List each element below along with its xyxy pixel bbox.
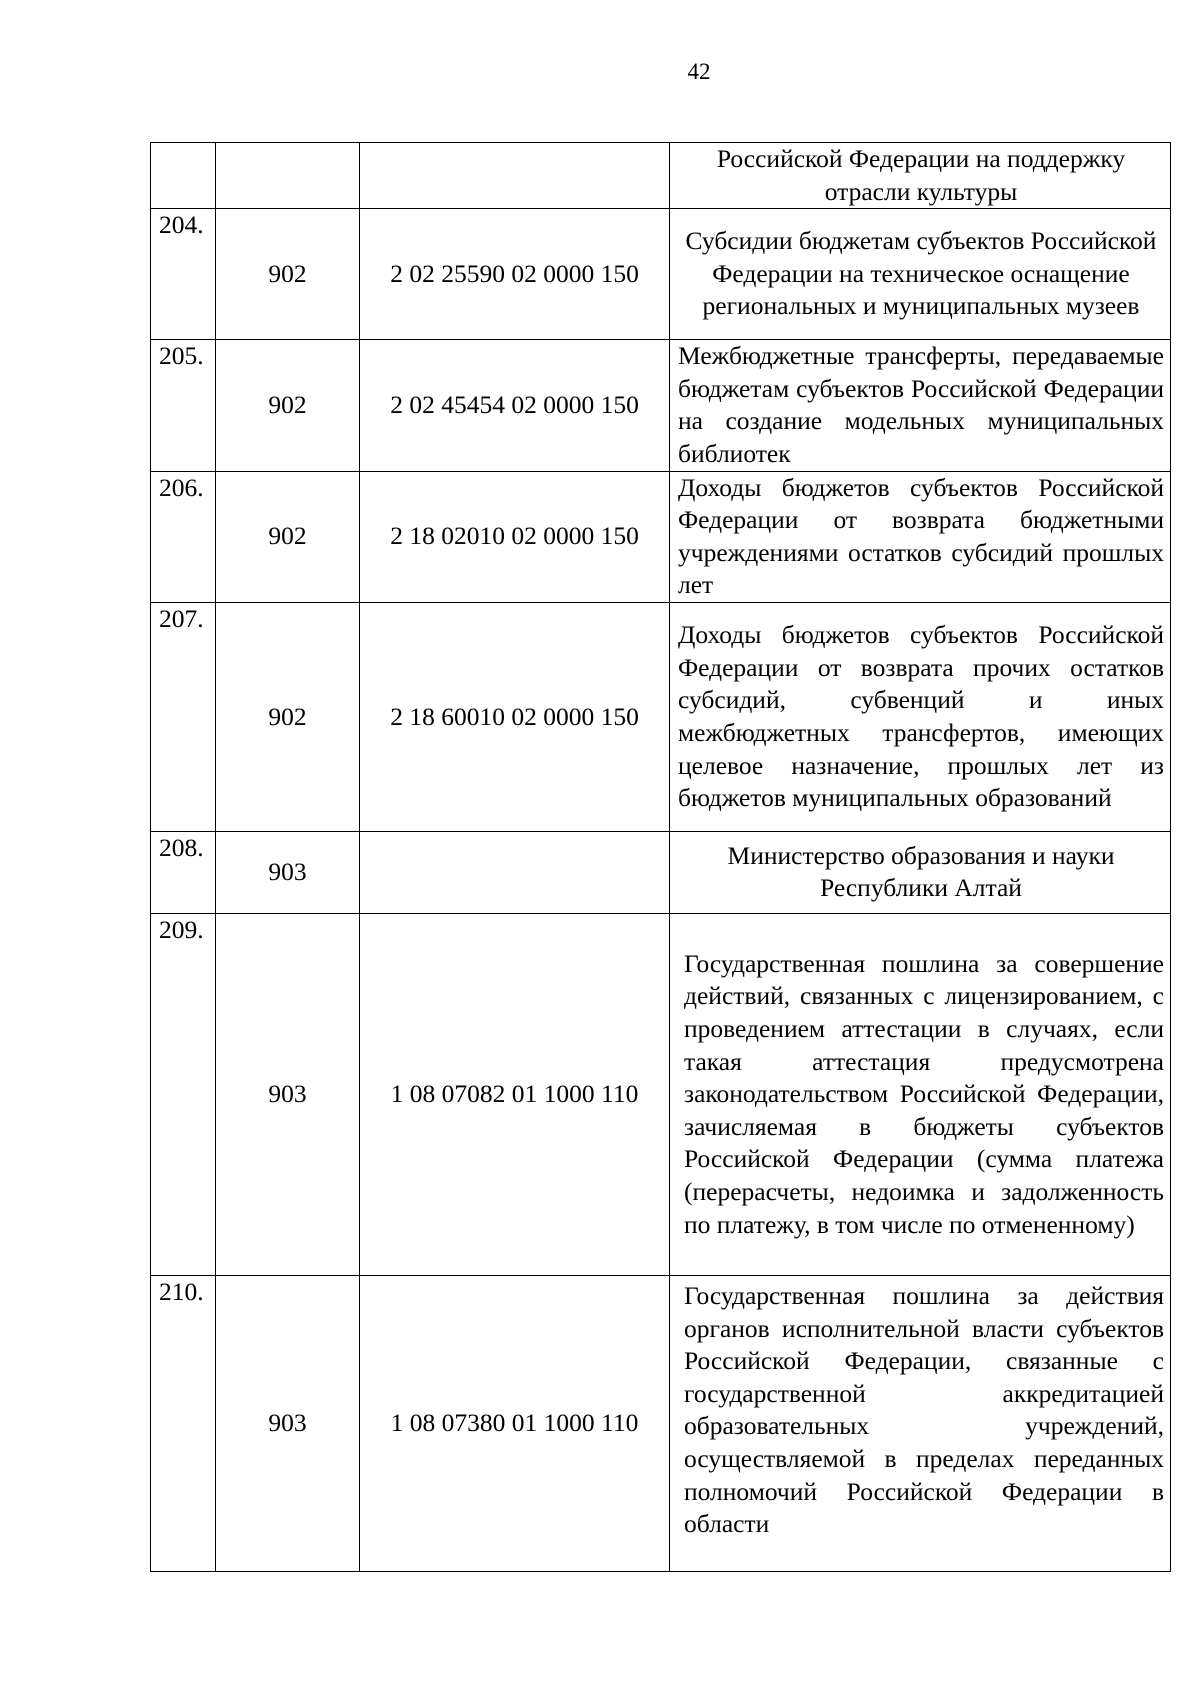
row-number-cell: 209. [151, 913, 216, 1275]
revenue-code-cell: 2 18 02010 02 0000 150 [360, 471, 670, 602]
admin-code-cell: 902 [216, 602, 360, 831]
revenue-name-cell: Государственная пошлина за действия органов исполнительной власти субъектов Российской Федерации, связанные с государственной аккредитацией образовательных учреждений, осуществляемой в пределах переданных полномочий Российской Федерации в области [670, 1275, 1171, 1571]
table-row [151, 913, 1171, 1275]
table-row [151, 602, 1171, 831]
table-row [151, 831, 1171, 913]
table-row [151, 143, 1171, 209]
admin-code-cell: 902 [216, 209, 360, 340]
table-row [151, 209, 1171, 340]
revenue-name-cell: Министерство образования и науки Республики Алтай [670, 831, 1171, 913]
revenue-name-cell: Доходы бюджетов субъектов Российской Федерации от возврата прочих остатков субсидий, субвенций и иных межбюджетных трансфертов, имеющих целевое назначение, прошлых лет из бюджетов муниципальных образований [670, 602, 1171, 831]
row-number-cell: 205. [151, 340, 216, 471]
revenue-code-cell [360, 143, 670, 209]
row-number-cell: 208. [151, 831, 216, 913]
table-row [151, 471, 1171, 602]
revenue-name-cell: Государственная пошлина за совершение действий, связанных с лицензированием, с проведением аттестации в случаях, если такая аттестация предусмотрена законодательством Российской Федерации, зачисляемая в бюджеты субъектов Российской Федерации (сумма платежа (перерасчеты, недоимка и задолженность по платежу, в том числе по отмененному) [670, 913, 1171, 1275]
revenue-code-cell: 2 18 60010 02 0000 150 [360, 602, 670, 831]
row-number-cell: 206. [151, 471, 216, 602]
admin-code-cell [216, 143, 360, 209]
row-number-cell: 204. [151, 209, 216, 340]
admin-code-cell: 903 [216, 1275, 360, 1571]
table-row [151, 1275, 1171, 1571]
revenue-code-cell [360, 831, 670, 913]
revenue-code-cell: 2 02 45454 02 0000 150 [360, 340, 670, 471]
budget-revenue-table [150, 142, 1171, 1572]
row-number-cell: 210. [151, 1275, 216, 1571]
admin-code-cell: 902 [216, 471, 360, 602]
row-number-cell: 207. [151, 602, 216, 831]
table-row [151, 340, 1171, 471]
admin-code-cell: 902 [216, 340, 360, 471]
admin-code-cell: 903 [216, 913, 360, 1275]
revenue-code-cell: 2 02 25590 02 0000 150 [360, 209, 670, 340]
revenue-name-cell: Российской Федерации на поддержку отрасли культуры [670, 143, 1171, 209]
revenue-name-cell: Доходы бюджетов субъектов Российской Федерации от возврата бюджетными учреждениями остатков субсидий прошлых лет [670, 471, 1171, 602]
revenue-name-cell: Межбюджетные трансферты, передаваемые бюджетам субъектов Российской Федерации на создание модельных муниципальных библиотек [670, 340, 1171, 471]
revenue-code-cell: 1 08 07082 01 1000 110 [360, 913, 670, 1275]
revenue-code-cell: 1 08 07380 01 1000 110 [360, 1275, 670, 1571]
page-number: 42 [687, 59, 711, 84]
revenue-name-cell: Субсидии бюджетам субъектов Российской Федерации на техническое оснащение региональных и муниципальных музеев [670, 209, 1171, 340]
row-number-cell [151, 143, 216, 209]
admin-code-cell: 903 [216, 831, 360, 913]
